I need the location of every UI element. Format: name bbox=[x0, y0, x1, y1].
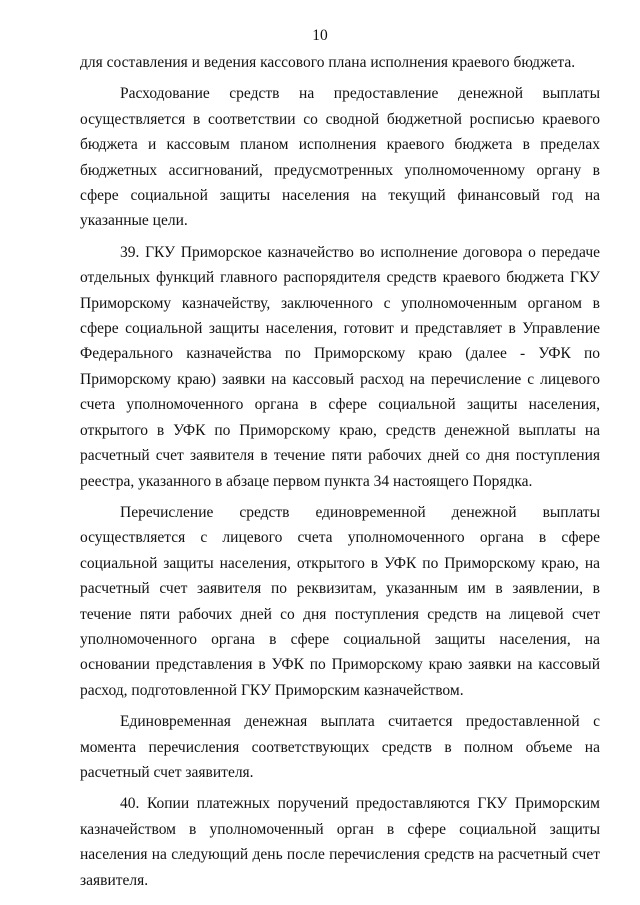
page-number: 10 bbox=[312, 27, 328, 44]
paragraph-continuation: для составления и ведения кассового плана исполнения краевого бюджета. bbox=[80, 54, 576, 71]
paragraph-transfer: Перечисление средств единовременной денежной выплаты осуществляется с лицевого счета уполномоченного органа в сфере социальной защиты населения, открытого в УФК по Приморскому краю, на расчетный счет заявителя по реквизитам, указанным им в заявлении, в течение пяти рабочих дней со дня поступления средств на лицевой счет уполномоченного органа в сфере социальной защиты населения, на основании представления в УФК по Приморскому краю заявки на кассовый расход, подготовленной ГКУ Приморским казначейством. bbox=[80, 503, 600, 699]
paragraph-39: 39. ГКУ Приморское казначейство во исполнение договора о передаче отдельных функций главного распорядителя средств краевого бюджета ГКУ Приморскому казначейству, заключенного с уполномоченным органом в сфере социальной защиты населения, готовит и представляет в Управление Федерального казначейства по Приморскому краю (далее - УФК по Приморскому краю) заявки на кассовый расход на перечисление с лицевого счета уполномоченного органа в сфере социальной защиты населения, открытого в УФК по Приморскому краю, средств денежной выплаты на расчетный счет заявителя в течение пяти рабочих дней со дня поступления реестра, указанного в абзаце первом пункта 34 настоящего Порядка. bbox=[80, 243, 600, 490]
paragraph-spending: Расходование средств на предоставление денежной выплаты осуществляется в соответствии со сводной бюджетной росписью краевого бюджета и кассовым планом исполнения краевого бюджета в пределах бюджетных ассигнований, предусмотренных уполномоченному органу в сфере социальной защиты населения на текущий финансовый год на указанные цели. bbox=[80, 85, 600, 230]
paragraph-payment-provided: Единовременная денежная выплата считается предоставленной с момента перечисления соответствующих средств в полном объеме на расчетный счет заявителя. bbox=[80, 713, 600, 781]
document-body bbox=[80, 50, 600, 899]
paragraph-40: 40. Копии платежных поручений предоставляются ГКУ Приморским казначейством в уполномоченный орган в сфере социальной защиты населения на следующий день после перечисления средств на расчетный счет заявителя. bbox=[80, 795, 600, 889]
